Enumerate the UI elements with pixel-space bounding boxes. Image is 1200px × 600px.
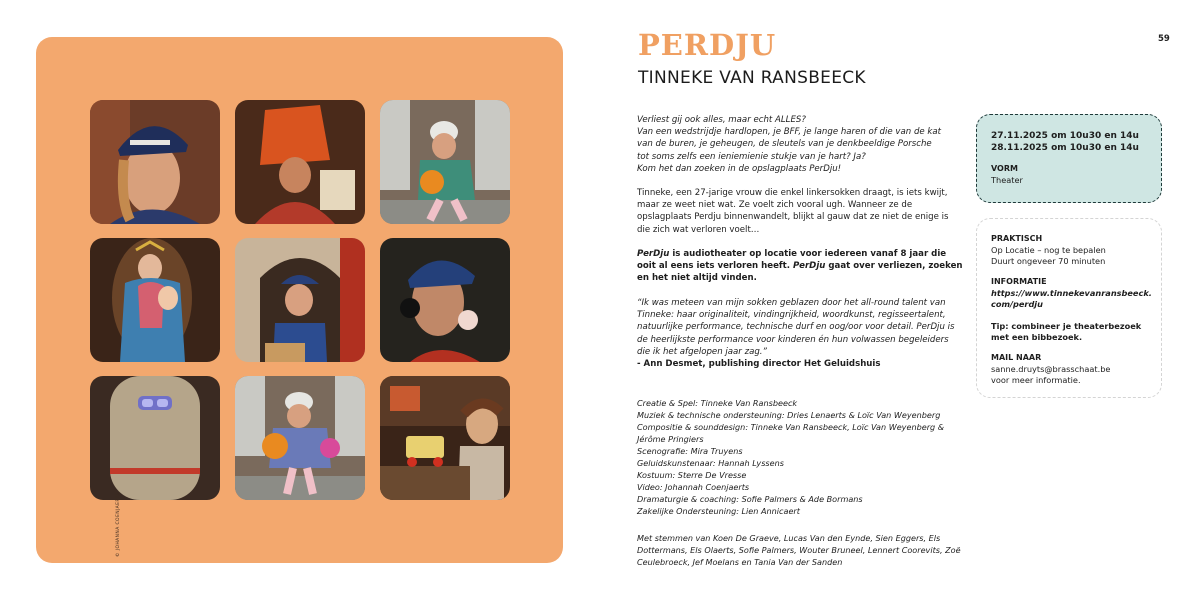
credit-line: Dramaturgie & coaching: Sofie Palmers & Ade Bormans xyxy=(637,494,863,504)
summary-text: gaat over verliezen, zoeken en het niet altijd vinden. xyxy=(637,261,963,284)
photo-lampshade xyxy=(235,100,365,224)
review-quote xyxy=(637,297,963,370)
photo-goggles-pillar xyxy=(90,376,220,500)
photo-credit: © JOHANNA COENJAERTS xyxy=(116,492,121,557)
credit-line: Muziek & technische ondersteuning: Dries Lenaerts & Loïc Van Weyenberg xyxy=(637,410,941,420)
performance-date: 27.11.2025 om 10u30 en 14u xyxy=(991,131,1139,141)
location-text: Op Locatie – nog te bepalen xyxy=(991,244,1106,255)
tip-text: Tip: combineer je theaterbezoek xyxy=(991,320,1142,331)
vorm-label: VORM xyxy=(991,164,1018,173)
quote-text: “Ik was meteen van mijn sokken geblazen door het all-round talent van Tinneke: haar originaliteit, vindingrijkheid, woordkunst, regisseertalent, natuurlijke performance, technische durf en oog/oor voor detail. PerDju is de heerlijkste performance voor kinderen én hun volwassen begeleiders die ik het afgelopen jaar zag.” xyxy=(637,298,955,357)
page-title: PERDJU xyxy=(638,28,777,62)
credit-line: Scenografie: Mira Truyens xyxy=(637,446,743,456)
voices-list xyxy=(637,532,963,568)
quote-author: - Ann Desmet, publishing director Het Geluidshuis xyxy=(637,359,881,370)
mail-note: voor meer informatie. xyxy=(991,374,1081,385)
credit-line: Geluidskunstenaar: Hannah Lyssens xyxy=(637,458,784,468)
voices-line: Ceulebroeck, Jef Moelans en Tania Van der Sanden xyxy=(637,557,843,567)
intro-line: Van een wedstrijdje hardlopen, je BFF, je lange haren of die van de kat xyxy=(637,127,942,138)
info-link[interactable]: https://www.tinnekevanransbeeck. xyxy=(991,288,1152,299)
show-title: PerDju xyxy=(793,261,826,272)
photo-bubblegum xyxy=(380,238,510,362)
artist-name: TINNEKE VAN RANSBEECK xyxy=(638,68,866,88)
summary-paragraph xyxy=(637,248,963,285)
vorm-value: Theater xyxy=(991,174,1023,185)
tip-text: met een bibbezoek. xyxy=(991,331,1083,342)
info-box xyxy=(976,218,1162,398)
intro-text xyxy=(637,114,963,175)
intro-line: Verliest gij ook alles, maar echt ALLES? xyxy=(637,115,806,125)
mail-address-link[interactable]: sanne.druyts@brasschaat.be xyxy=(991,364,1111,375)
photo-panel xyxy=(36,37,563,563)
photo-madonna-statue xyxy=(90,238,220,362)
credit-line: Zakelijke Ondersteuning: Lien Annicaert xyxy=(637,506,800,516)
mail-label: MAIL NAAR xyxy=(991,353,1042,363)
performance-date: 28.11.2025 om 10u30 en 14u xyxy=(991,143,1139,153)
voices-line: Dottermans, Els Olaerts, Sofie Palmers, Wouter Bruneel, Lennert Coorevits, Zoë xyxy=(637,545,961,555)
duration-text: Duurt ongeveer 70 minuten xyxy=(991,255,1106,266)
praktisch-label: PRAKTISCH xyxy=(991,234,1043,243)
voices-line: Met stemmen van Koen De Graeve, Lucas Van den Eynde, Sien Eggers, Els xyxy=(637,533,941,543)
photo-cap-woman xyxy=(90,100,220,224)
credit-line: Video: Johannah Coenjaerts xyxy=(637,482,750,492)
summary-text: is audiotheater op locatie voor iedereen vanaf 8 jaar die ooit al eens iets verloren heeft. xyxy=(637,249,947,272)
dates-box xyxy=(976,114,1162,203)
photo-helmet-window xyxy=(380,100,510,224)
credit-line: Creatie & Spel: Tinneke Van Ransbeeck xyxy=(637,398,798,408)
credit-line: Compositie & sounddesign: Tinneke Van Ransbeeck, Loïc Van Weyenberg & xyxy=(637,422,945,432)
description-text: Tinneke, een 27-jarige vrouw die enkel linkersokken draagt, is iets kwijt, maar ze weet niet wat. Ze voelt zich vooral ugh. Wanneer ze de opslagplaats Perdju binnenwandelt, blijkt al gauw dat ze niet de enige is die zich wat verloren voelt… xyxy=(637,188,949,235)
photo-costume-steps xyxy=(235,376,365,500)
photo-arch-doorway xyxy=(235,238,365,362)
credit-line: Kostuum: Sterre De Vresse xyxy=(637,470,747,480)
photo-toy-table xyxy=(380,376,510,500)
intro-line: van de buren, je geheugen, de sleutels van je denkbeeldige Porsche xyxy=(637,139,932,150)
informatie-label: INFORMATIE xyxy=(991,277,1047,287)
page-number: 59 xyxy=(1158,34,1170,44)
info-link[interactable]: com/perdju xyxy=(991,298,1043,309)
intro-line: Kom het dan zoeken in de opslagplaats PerDju! xyxy=(637,163,842,174)
description-paragraph xyxy=(637,187,963,236)
intro-line: tot soms zelfs een ieniemienie stukje van je hart? Ja? xyxy=(637,151,866,162)
show-title: PerDju xyxy=(637,249,670,259)
credit-line: Jérôme Pringiers xyxy=(637,434,704,444)
credits-list xyxy=(637,397,963,517)
